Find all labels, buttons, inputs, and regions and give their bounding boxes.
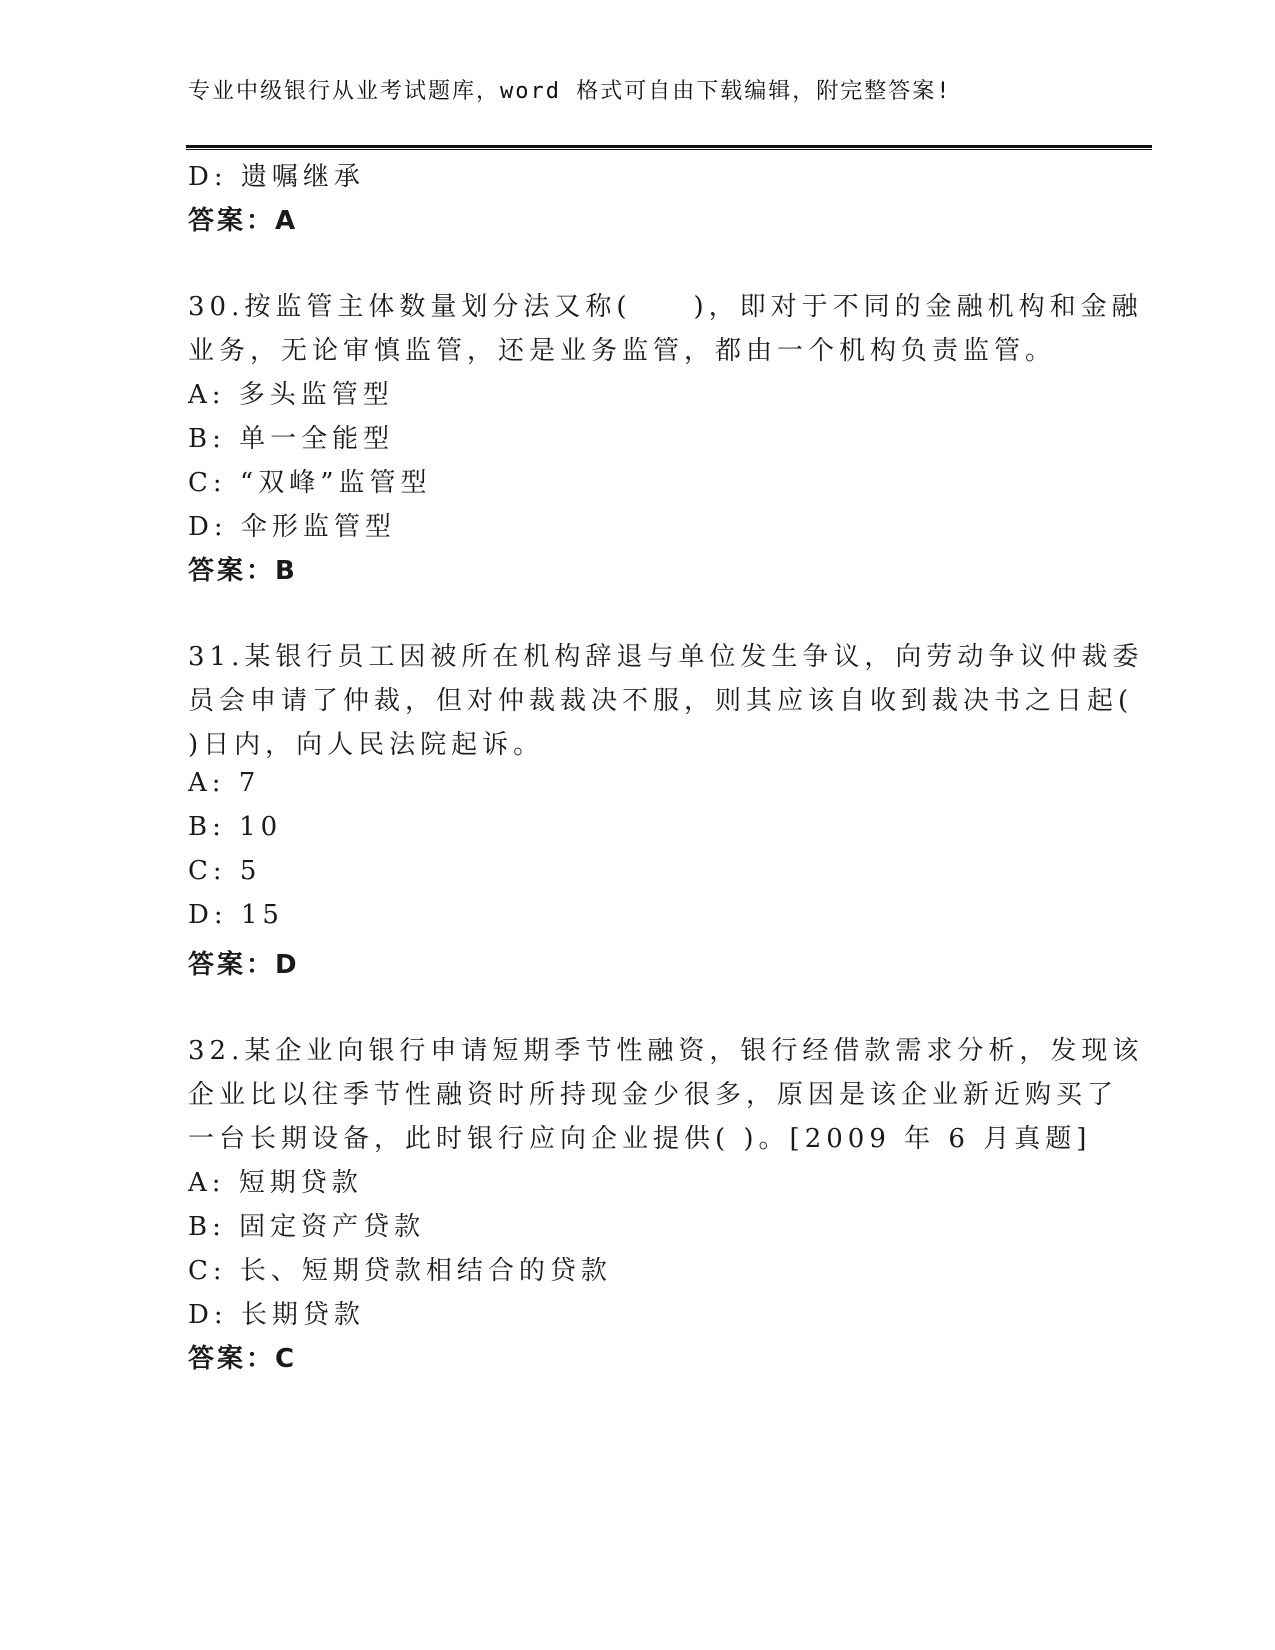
q31-option-a: A: 7 xyxy=(188,768,261,798)
q30-stem-line-2: 业务，无论审慎监管，还是业务监管，都由一个机构负责监管。 xyxy=(188,336,1057,366)
q31-stem-line-1: 31.某银行员工因被所在机构辞退与单位发生争议，向劳动争议仲裁委 xyxy=(188,642,1144,672)
q32-answer: 答案：C xyxy=(188,1344,298,1374)
header-note: 专业中级银行从业考试题库，word 格式可自由下载编辑，附完整答案! xyxy=(188,79,952,104)
header-divider xyxy=(186,145,1152,150)
q32-option-c: C: 长、短期贷款相结合的贷款 xyxy=(188,1256,612,1286)
q30-option-b: B: 单一全能型 xyxy=(188,424,395,454)
q30-option-c: C: “双峰”监管型 xyxy=(188,468,432,498)
q32-stem-line-3: 一台长期设备，此时银行应向企业提供( )。[2009 年 6 月真题] xyxy=(188,1124,1092,1154)
prev-answer: 答案：A xyxy=(188,206,299,236)
q30-answer: 答案：B xyxy=(188,556,298,586)
q31-stem-line-3: )日内，向人民法院起诉。 xyxy=(188,730,545,760)
q32-stem-line-2: 企业比以往季节性融资时所持现金少很多，原因是该企业新近购买了 xyxy=(188,1080,1119,1110)
q32-option-d: D: 长期贷款 xyxy=(188,1300,365,1330)
q31-stem-line-2: 员会申请了仲裁，但对仲裁裁决不服，则其应该自收到裁决书之日起( xyxy=(188,686,1134,716)
prev-option-d: D: 遗嘱继承 xyxy=(188,162,365,192)
q31-option-c: C: 5 xyxy=(188,856,262,886)
q31-option-b: B: 10 xyxy=(188,812,283,842)
q32-option-a: A: 短期贷款 xyxy=(188,1168,363,1198)
q31-option-d: D: 15 xyxy=(188,900,284,930)
q30-stem-line-1: 30.按监管主体数量划分法又称( )，即对于不同的金融机构和金融 xyxy=(188,292,1143,322)
q32-stem-line-1: 32.某企业向银行申请短期季节性融资，银行经借款需求分析，发现该 xyxy=(188,1036,1144,1066)
q30-option-a: A: 多头监管型 xyxy=(188,380,394,410)
q32-option-b: B: 固定资产贷款 xyxy=(188,1212,426,1242)
q30-option-d: D: 伞形监管型 xyxy=(188,512,396,542)
q31-answer: 答案：D xyxy=(188,950,300,980)
